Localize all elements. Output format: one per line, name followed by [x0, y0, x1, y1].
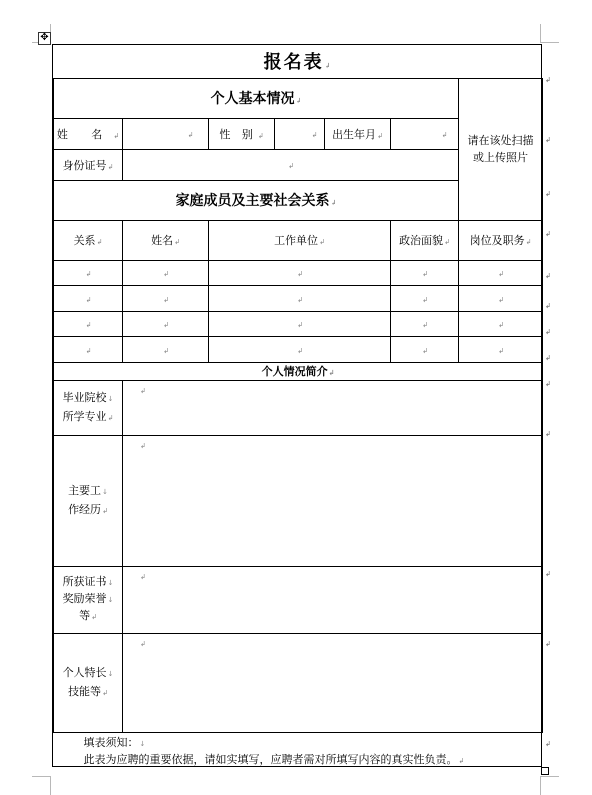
notice-text: 此表为应聘的重要依据，请如实填写，应聘者需对所填写内容的真实性负责。	[83, 752, 458, 766]
table-move-handle-icon[interactable]: ✥	[38, 32, 51, 45]
family-cell[interactable]: ↲	[391, 336, 459, 362]
family-header-political: 政治面貌↲	[391, 220, 459, 260]
family-cell[interactable]: ↲	[391, 311, 459, 336]
family-cell[interactable]: ↲	[54, 260, 123, 285]
profile-field-experience[interactable]: ↲	[123, 435, 543, 566]
section-family: 家庭成员及主要社会关系↲	[54, 180, 459, 220]
section-profile: 个人情况简介↲	[54, 362, 543, 380]
family-cell[interactable]: ↲	[391, 285, 459, 311]
table-row	[54, 285, 543, 311]
family-cell[interactable]: ↲	[54, 336, 123, 362]
table-row	[54, 311, 543, 336]
family-cell[interactable]: ↲	[123, 336, 209, 362]
profile-label-education: 毕业院校↓ 所学专业↲	[54, 380, 123, 435]
family-header-employer: 工作单位↲	[209, 220, 391, 260]
photo-hint-line2: 或上传照片	[473, 151, 529, 164]
gender-field[interactable]: ↲	[275, 118, 325, 149]
family-cell[interactable]: ↲	[209, 336, 391, 362]
family-cell[interactable]: ↲	[459, 285, 543, 311]
family-cell[interactable]: ↲	[54, 311, 123, 336]
family-header-relation: 关系↲	[54, 220, 123, 260]
profile-label-awards: 所获证书↓ 奖励荣誉↓ 等↲	[54, 566, 123, 633]
registration-form	[52, 44, 542, 767]
profile-field-skills[interactable]: ↲	[123, 633, 543, 732]
id-number-label: 身份证号↲	[54, 149, 123, 180]
crop-mark-bottom-left	[32, 776, 51, 795]
table-row	[54, 260, 543, 285]
profile-field-education[interactable]: ↲	[123, 380, 543, 435]
family-cell[interactable]: ↲	[123, 285, 209, 311]
notice-section: 填表须知：↓ 此表为应聘的重要依据，请如实填写，应聘者需对所填写内容的真实性负责。↲	[54, 732, 543, 769]
family-cell[interactable]: ↲	[123, 260, 209, 285]
gender-label: 性 别↲	[209, 118, 275, 149]
family-cell[interactable]: ↲	[209, 311, 391, 336]
form-table	[53, 45, 543, 769]
row-end-marks: ↲ ↲ ↲ ↲ ↲ ↲ ↲ ↲ ↲ ↲ ↲ ↲ ↲	[545, 76, 551, 748]
form-title: 报名表↲	[54, 45, 543, 78]
family-header-position: 岗位及职务↲	[459, 220, 543, 260]
photo-hint-line1: 请在该处扫描	[467, 134, 534, 147]
family-cell[interactable]: ↲	[459, 260, 543, 285]
photo-upload-area[interactable]	[459, 78, 543, 220]
birth-field[interactable]: ↲	[391, 118, 459, 149]
family-cell[interactable]: ↲	[459, 311, 543, 336]
crop-mark-bottom-right	[540, 776, 559, 795]
name-field[interactable]: ↲	[123, 118, 209, 149]
name-label: 姓 名↲	[54, 118, 123, 149]
section-basic-info: 个人基本情况↲	[54, 78, 459, 118]
table-resize-handle[interactable]	[541, 767, 549, 775]
family-cell[interactable]: ↲	[459, 336, 543, 362]
profile-label-experience: 主要工↓ 作经历↲	[54, 435, 123, 566]
family-cell[interactable]: ↲	[209, 285, 391, 311]
notice-title: 填表须知：	[83, 735, 139, 749]
family-header-name: 姓名↲	[123, 220, 209, 260]
family-cell[interactable]: ↲	[391, 260, 459, 285]
profile-label-skills: 个人特长↓ 技能等↲	[54, 633, 123, 732]
family-cell[interactable]: ↲	[209, 260, 391, 285]
family-cell[interactable]: ↲	[123, 311, 209, 336]
birth-label: 出生年月↲	[325, 118, 391, 149]
id-number-field[interactable]: ↲	[123, 149, 459, 180]
table-row	[54, 336, 543, 362]
family-cell[interactable]: ↲	[54, 285, 123, 311]
profile-field-awards[interactable]: ↲	[123, 566, 543, 633]
